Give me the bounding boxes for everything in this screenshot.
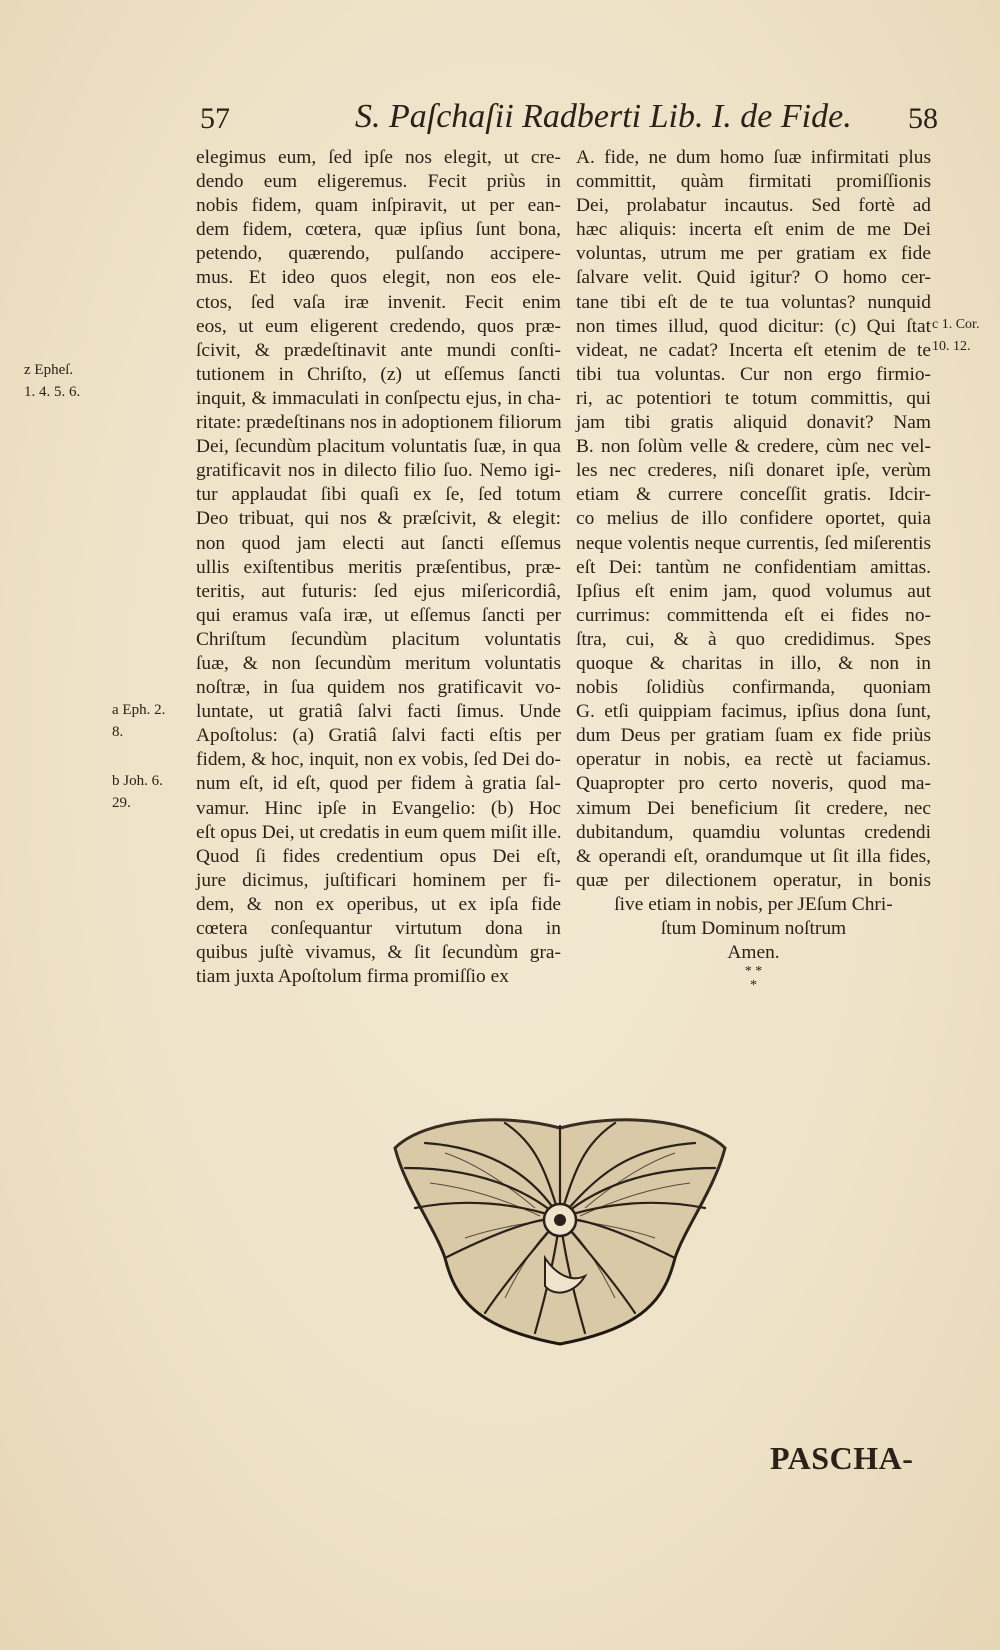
left-column-line: quibus juſtè vivamus, & ſit ſecundùm gra- — [196, 942, 561, 964]
right-column-line: ſtra, cui, & à quo credidimus. Spes — [576, 628, 931, 650]
left-column-line: vamur. Hinc ipſe in Evangelio: (b) Hoc — [196, 797, 561, 819]
right-column-line: etiam & currere conceſſit gratis. Idcir- — [576, 484, 931, 506]
right-column-line: operatur in nobis, ea rectè ut faciamus. — [576, 749, 931, 771]
left-column-line: jure dicimus, juſtificari hominem per fi- — [196, 869, 561, 891]
right-column-line: Quapropter pro certo noveris, quod ma- — [576, 773, 931, 795]
right-column-line: dum Deus per gratiam ſuam ex fide priùs — [576, 725, 931, 747]
left-column-line: inquit, & immaculati in conſpectu ejus, in cha- — [196, 387, 561, 409]
right-column-line: Dei, prolabatur incautus. Sed fortè ad — [576, 195, 931, 217]
left-column-line: Chriſtum ſecundùm placitum voluntatis — [196, 628, 561, 650]
left-column-line: teritis, aut futuris: ſed ejus miſericordiâ, — [196, 580, 561, 602]
left-column-line: mus. Et ideo quos elegit, non eos ele- — [196, 267, 561, 289]
left-column-line: gratificavit nos in dilecto filio ſuo. Nemo igi- — [196, 460, 561, 482]
left-text-column — [196, 146, 561, 989]
right-column-line: videat, ne cadat? Incerta eſt etenim de te — [576, 339, 931, 361]
right-column-line: tibi tua voluntas. Cur non ergo firmio- — [576, 363, 931, 385]
right-column-line: quoque & charitas in illo, & non in — [576, 652, 931, 674]
right-column-line: committit, quàm firmitati promiſſionis — [576, 171, 931, 193]
left-column-line: Deo tribuat, qui nos & præſcivit, & elegit: — [196, 508, 561, 530]
right-column-line: ri, ac potentiori te totum committis, qui — [576, 387, 931, 409]
left-column-line: dem fidem, cœtera, quæ ipſius ſunt bona, — [196, 219, 561, 241]
running-title: S. Paſchaſii Radberti Lib. I. de Fide. — [355, 98, 852, 135]
margin-note-c-cor: c 1. Cor. 10. 12. — [932, 317, 980, 354]
right-column-line: ſive etiam in nobis, per JEſum Chri- — [614, 893, 893, 915]
right-column-line: ſtum Dominum noſtrum — [660, 918, 847, 939]
right-column-line: eſt Dei: tantùm ne confidentiam amittas. — [576, 556, 931, 578]
right-column-line: hæc aliquis: incerta eſt enim de me Dei — [576, 219, 931, 241]
left-column-line: non quod jam electi aut ſancti eſſemus — [196, 532, 561, 554]
right-column-line: jam tibi gratis aliquid donavit? Nam — [576, 412, 931, 434]
left-column-line: luntate, ut gratiâ ſalvi facti ſimus. Unde — [196, 701, 561, 723]
right-column-line: co melius de illo confidere oportet, quia — [576, 508, 931, 530]
left-column-line: ſcivit, & prædeſtinavit ante mundi conſti- — [196, 339, 561, 361]
left-column-line: num eſt, id eſt, quod per fidem à gratia ſal- — [196, 773, 561, 795]
left-column-line: Dei, ſecundùm placitum voluntatis ſuæ, in qua — [196, 436, 561, 458]
left-column-line: Quod ſi fides credentium opus Dei eſt, — [196, 845, 561, 867]
right-column-line: Ipſius eſt enim jam, quod volumus aut — [576, 580, 931, 602]
margin-note-z-ephes: z Epheſ. 1. 4. 5. 6. — [24, 362, 81, 400]
left-column-line: elegimus eum, ſed ipſe nos elegit, ut cre- — [196, 147, 561, 168]
woodcut-ornament — [385, 1108, 735, 1350]
right-column-line: currimus: committenda eſt ei fides no- — [576, 604, 931, 626]
left-column-line: eſt opus Dei, ut credatis in eum quem miſit ille. — [196, 821, 562, 843]
right-column-line: dubitandum, quamdiu voluntas credendi — [576, 821, 931, 843]
left-column-line: noſtræ, in ſua quidem nos gratificavit vo- — [196, 677, 561, 699]
right-column-line: ximum Dei beneficium ſit credere, nec — [576, 797, 931, 819]
margin-note-b-joh: b Joh. 6. 29. — [112, 773, 163, 811]
left-column-line: ullis exiſtentibus meritis præſentibus, præ- — [196, 556, 561, 578]
right-column-line: & operandi eſt, orandumque ut ſit illa fides, — [576, 845, 931, 867]
left-column-line: eos, ut eum eligerent credendo, quos præ- — [196, 315, 561, 337]
left-column-line: ſuæ, & non ſecundùm meritum voluntatis — [196, 652, 561, 674]
right-column-line: Amen. — [727, 942, 780, 964]
left-column-line: tutionem in Chriſto, (z) ut eſſemus ſancti — [196, 363, 561, 385]
page-header — [195, 98, 940, 144]
page-number-right: 58 — [908, 102, 938, 135]
left-column-line: nobis fidem, quam inſpiravit, ut per ean- — [196, 195, 561, 217]
page-number-left: 57 — [200, 102, 230, 135]
right-text-column — [576, 146, 931, 994]
right-column-line: ſalvare velit. Quid igitur? O homo cer- — [576, 267, 931, 289]
left-column-line: cœtera conſequantur virtutum dona in — [196, 918, 561, 939]
right-column-line: voluntas, utrum me per gratiam ex fide — [576, 243, 931, 265]
left-column-line: ctos, ſed vaſa iræ invenit. Fecit enim — [196, 291, 561, 313]
left-column-line: qui eramus vaſa iræ, ut eſſemus ſancti per — [196, 604, 561, 626]
left-column-line: tur applaudat ſibi quaſi ex ſe, ſed totum — [196, 484, 561, 506]
right-column-line: B. non ſolùm velle & credere, cùm nec vel- — [576, 436, 931, 458]
left-column-line: petendo, quærendo, pulſando accipere- — [196, 243, 561, 265]
left-column-line: dendo eum eligeremus. Fecit priùs in — [196, 171, 561, 193]
right-column-line: neque volentis neque currentis, ſed miſerentis — [576, 532, 931, 554]
right-column-line: non times illud, quod dicitur: (c) Qui ſtat — [576, 315, 931, 337]
right-column-line: les nec crederes, niſi donaret ipſe, verùm — [576, 460, 931, 482]
right-column-line: A. fide, ne dum homo ſuæ infirmitati plus — [576, 147, 931, 168]
left-column-line: tiam juxta Apoſtolum firma promiſſio ex — [196, 966, 509, 988]
right-column-line: tane tibi eſt de te tua voluntas? nunquid — [576, 291, 931, 313]
right-column-line: G. etſi quippiam facimus, ipſius dona ſunt, — [576, 701, 931, 723]
right-column-line: nobis ſolidiùs confirmanda, quoniam — [576, 677, 931, 699]
left-column-line: Apoſtolus: (a) Gratiâ ſalvi facti eſtis per — [196, 725, 561, 747]
catchword: PASCHA- — [770, 1440, 914, 1476]
end-asterisks: * * * — [744, 964, 763, 994]
right-column-line: quæ per dilectionem operatur, in bonis — [576, 869, 931, 891]
left-column-line: fidem, & hoc, inquit, non ex vobis, ſed Dei do- — [196, 749, 561, 771]
margin-note-a-eph: a Eph. 2. 8. — [112, 702, 166, 740]
left-column-line: dem, & non ex operibus, ut ex ipſa fide — [196, 893, 561, 915]
left-column-line: ritate: prædeſtinans nos in adoptionem filiorum — [196, 412, 562, 434]
